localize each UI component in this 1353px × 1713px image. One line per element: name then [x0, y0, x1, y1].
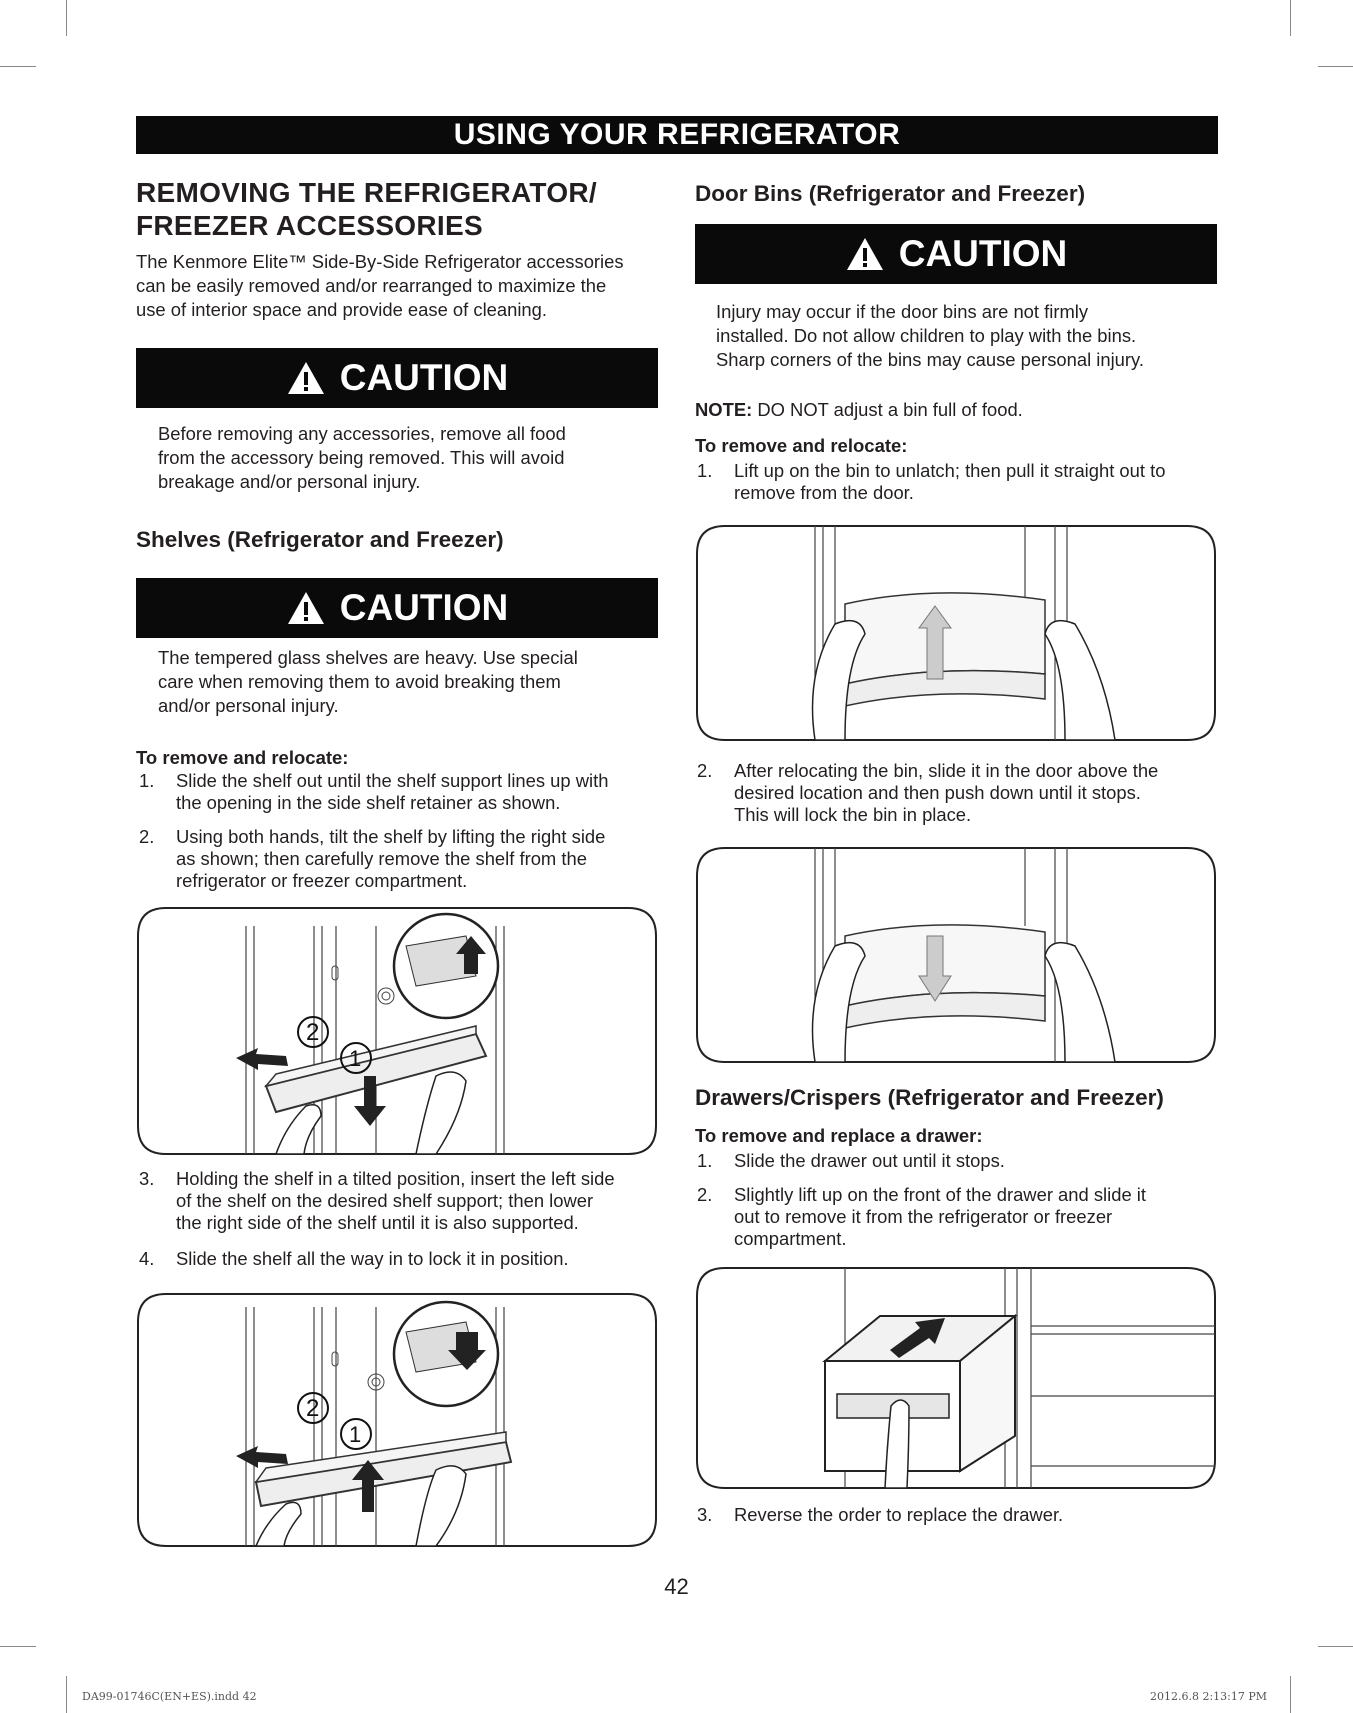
step-line: Slide the shelf all the way in to lock it in position. [176, 1248, 569, 1269]
caution-text: care when removing them to avoid breaking them [158, 671, 561, 692]
step-number: 2. [697, 760, 713, 781]
drawer-subheading: To remove and replace a drawer: [695, 1125, 983, 1146]
caution-text: Before removing any accessories, remove all food [158, 423, 566, 444]
crop-mark [66, 1676, 67, 1713]
step-line: as shown; then carefully remove the shelf from the [176, 848, 587, 869]
caution-text: Injury may occur if the door bins are not firmly [716, 301, 1089, 322]
step-line: This will lock the bin in place. [734, 804, 972, 825]
step-line: Holding the shelf in a tilted position, insert the left side [176, 1168, 615, 1189]
step-line: Using both hands, tilt the shelf by lifting the right side [176, 826, 606, 847]
step-number: 1. [697, 1150, 713, 1171]
step-item [697, 760, 1217, 828]
caution-label: CAUTION [339, 587, 509, 628]
crop-mark [1290, 1676, 1291, 1713]
caution-label: CAUTION [339, 357, 509, 398]
step-item [139, 770, 659, 816]
caution-text: from the accessory being removed. This will avoid [158, 447, 565, 468]
step-line: compartment. [734, 1228, 847, 1249]
crop-mark [0, 66, 36, 67]
note-label: NOTE: [695, 399, 753, 420]
door-bin-lift-figure [695, 524, 1217, 742]
step-line: desired location and then push down until it stops. [734, 782, 1141, 803]
step-item [139, 1168, 659, 1236]
intro-line: The Kenmore Elite™ Side-By-Side Refrigerator accessories [136, 251, 624, 272]
relocate-heading: To remove and relocate: [136, 747, 349, 768]
step-line: remove from the door. [734, 482, 914, 503]
step-line: Reverse the order to replace the drawer. [734, 1504, 1064, 1525]
step-line: After relocating the bin, slide it in the door above the [734, 760, 1159, 781]
caution-banner [136, 578, 658, 638]
door-bins-heading: Door Bins (Refrigerator and Freezer) [695, 181, 1086, 206]
warning-icon [286, 360, 326, 396]
main-heading-line2: FREEZER ACCESSORIES [136, 210, 483, 241]
shelf-removal-figure [136, 906, 658, 1156]
warning-icon [845, 236, 885, 272]
step-line: refrigerator or freezer compartment. [176, 870, 468, 891]
step-number: 1. [139, 770, 155, 791]
step-item [697, 460, 1217, 506]
step-item [139, 826, 659, 894]
intro-line: can be easily removed and/or rearranged to maximize the [136, 275, 607, 296]
step-number: 3. [139, 1168, 155, 1189]
caution-text: and/or personal injury. [158, 695, 339, 716]
svg-text:2: 2 [306, 1395, 320, 1422]
step-line: of the shelf on the desired shelf support; then lower [176, 1190, 594, 1211]
relocate-heading: To remove and relocate: [695, 435, 908, 456]
step-line: Lift up on the bin to unlatch; then pull it straight out to [734, 460, 1166, 481]
caution-text: installed. Do not allow children to play with the bins. [716, 325, 1137, 346]
step-number: 2. [697, 1184, 713, 1205]
caution-banner [695, 224, 1217, 284]
caution-text: Sharp corners of the bins may cause personal injury. [716, 349, 1144, 370]
step-number: 1. [697, 460, 713, 481]
step-number: 2. [139, 826, 155, 847]
step-item [697, 1504, 1217, 1528]
step-item [697, 1150, 1217, 1174]
step-number: 3. [697, 1504, 713, 1525]
main-heading-line1: REMOVING THE REFRIGERATOR/ [136, 177, 598, 208]
step-line: Slide the shelf out until the shelf support lines up with [176, 770, 609, 791]
svg-text:1: 1 [349, 1046, 362, 1071]
page-number: 42 [664, 1574, 689, 1599]
intro-line: use of interior space and provide ease of cleaning. [136, 299, 547, 320]
crop-mark [1318, 1646, 1353, 1647]
svg-text:1: 1 [349, 1422, 362, 1447]
crop-mark [0, 1646, 36, 1647]
step-item [697, 1184, 1217, 1252]
caution-text: breakage and/or personal injury. [158, 471, 421, 492]
drawers-heading: Drawers/Crispers (Refrigerator and Freezer) [695, 1085, 1164, 1110]
step-line: Slightly lift up on the front of the drawer and slide it [734, 1184, 1146, 1205]
callout-2: 2 [306, 1019, 320, 1046]
caution-banner [136, 348, 658, 408]
step-item [139, 1248, 659, 1272]
step-line: the opening in the side shelf retainer as shown. [176, 792, 561, 813]
footer-file-info: DA99-01746C(EN+ES).indd 42 [82, 1690, 257, 1703]
crop-mark [1318, 66, 1353, 67]
shelf-insert-figure [136, 1292, 658, 1548]
caution-label: CAUTION [898, 233, 1068, 274]
crop-mark [66, 0, 67, 36]
note [695, 398, 1023, 422]
section-banner: USING YOUR REFRIGERATOR [136, 116, 1218, 154]
door-bin-push-figure [695, 846, 1217, 1064]
caution-text: The tempered glass shelves are heavy. Use special [158, 647, 578, 668]
crop-mark [1290, 0, 1291, 36]
step-number: 4. [139, 1248, 155, 1269]
warning-icon [286, 590, 326, 626]
step-line: out to remove it from the refrigerator or freezer [734, 1206, 1113, 1227]
step-line: the right side of the shelf until it is also supported. [176, 1212, 579, 1233]
footer-timestamp: 2012.6.8 2:13:17 PM [1150, 1690, 1268, 1703]
note-text: DO NOT adjust a bin full of food. [757, 399, 1023, 420]
step-line: Slide the drawer out until it stops. [734, 1150, 1005, 1171]
shelves-heading: Shelves (Refrigerator and Freezer) [136, 527, 504, 552]
drawer-removal-figure [695, 1266, 1217, 1490]
